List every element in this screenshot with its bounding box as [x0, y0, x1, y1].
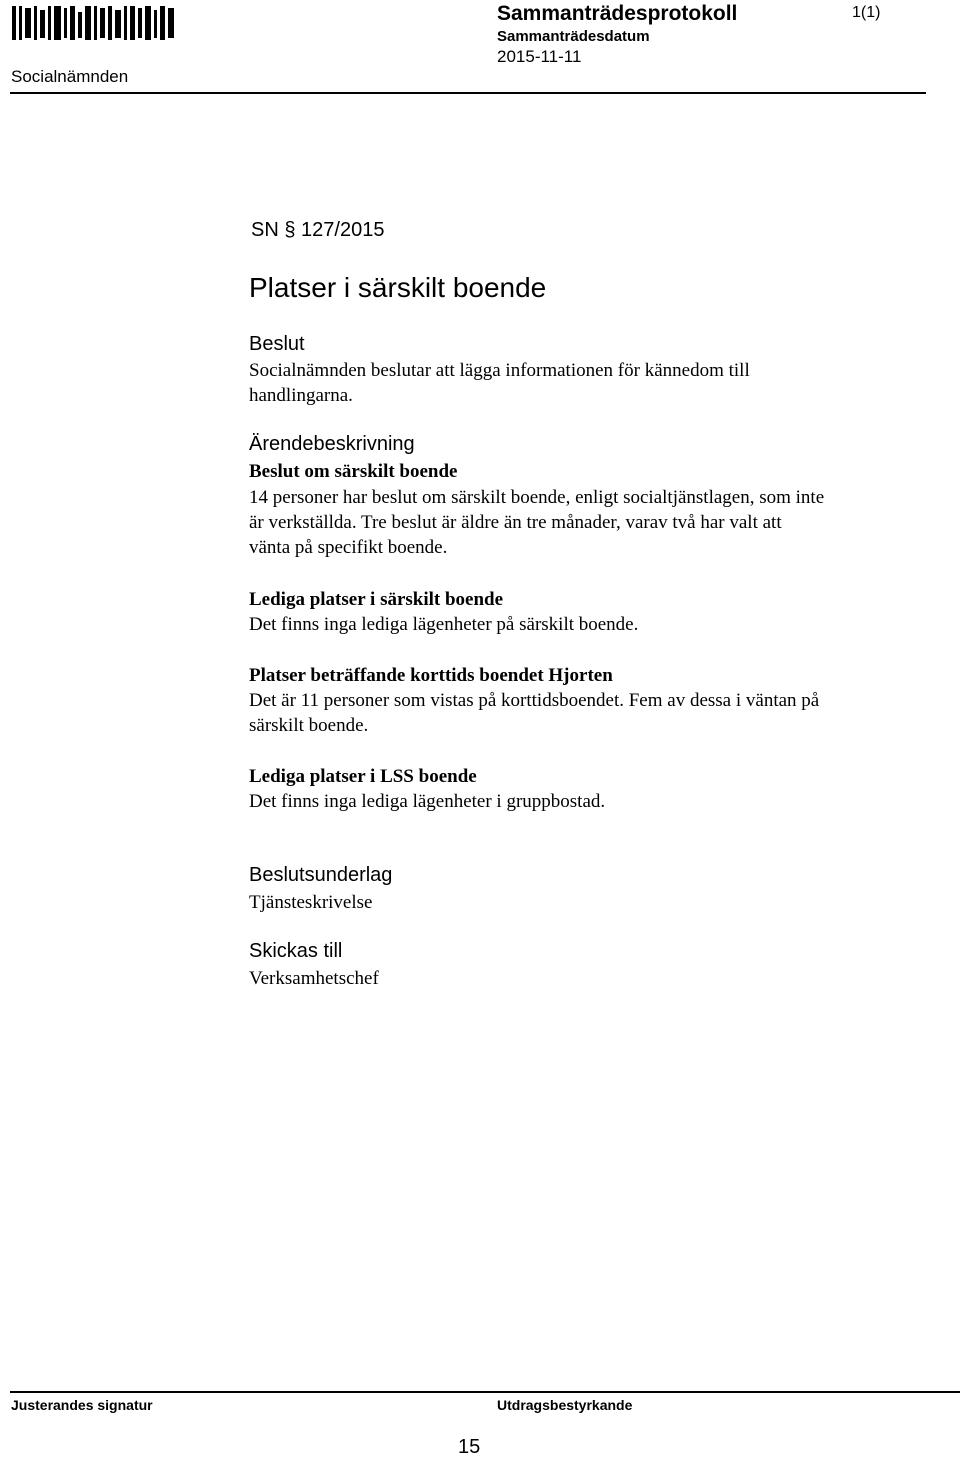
send-to-text: Verksamhetschef — [249, 968, 379, 989]
page-number: 15 — [458, 1436, 481, 1458]
logo-graphic — [10, 2, 178, 44]
text-line: Det är 11 personer som vistas på korttidsboendet. Fem av dessa i väntan på — [249, 690, 820, 711]
case-title: Platser i särskilt boende — [249, 272, 547, 303]
section-text — [249, 612, 929, 637]
text-line: särskilt boende. — [249, 715, 369, 736]
text-line: 14 personer har beslut om särskilt boende, enligt socialtjänstlagen, som inte — [249, 487, 825, 508]
section-heading: Beslut om särskilt boende — [249, 461, 458, 482]
adjuster-signature-label: Justerandes signatur — [11, 1397, 153, 1413]
text-line: Det finns inga lediga lägenheter i gruppbostad. — [249, 791, 606, 812]
text-line: är verkställda. Tre beslut är äldre än tre månader, varav två har valt att — [249, 512, 782, 533]
section-heading: Platser beträffande korttids boendet Hjorten — [249, 665, 613, 686]
section-text — [249, 688, 929, 738]
decision-heading: Beslut — [249, 333, 305, 355]
document-type-title: Sammanträdesprotokoll — [497, 2, 738, 25]
section-heading: Lediga platser i särskilt boende — [249, 589, 504, 610]
municipality-logo — [10, 2, 178, 44]
section-text — [249, 485, 929, 560]
header-divider — [10, 92, 926, 94]
basis-heading: Beslutsunderlag — [249, 864, 393, 886]
description-heading: Ärendebeskrivning — [249, 433, 415, 455]
section-text — [249, 789, 929, 814]
meeting-date-label: Sammanträdesdatum — [497, 28, 650, 45]
case-number: SN § 127/2015 — [251, 219, 385, 241]
send-to-heading: Skickas till — [249, 940, 343, 962]
decision-text: Socialnämnden beslutar att lägga informationen för kännedom till handlingarna. — [249, 360, 750, 406]
text-line: Det finns inga lediga lägenheter på särskilt boende. — [249, 614, 639, 635]
extract-certification-label: Utdragsbestyrkande — [497, 1397, 633, 1413]
basis-text: Tjänsteskrivelse — [249, 892, 373, 913]
meeting-date: 2015-11-11 — [497, 47, 582, 66]
organization-name: Socialnämnden — [11, 67, 129, 86]
footer-divider — [10, 1391, 960, 1393]
section-heading: Lediga platser i LSS boende — [249, 766, 477, 787]
page-indicator: 1(1) — [852, 4, 881, 21]
text-line: vänta på specifikt boende. — [249, 537, 448, 558]
